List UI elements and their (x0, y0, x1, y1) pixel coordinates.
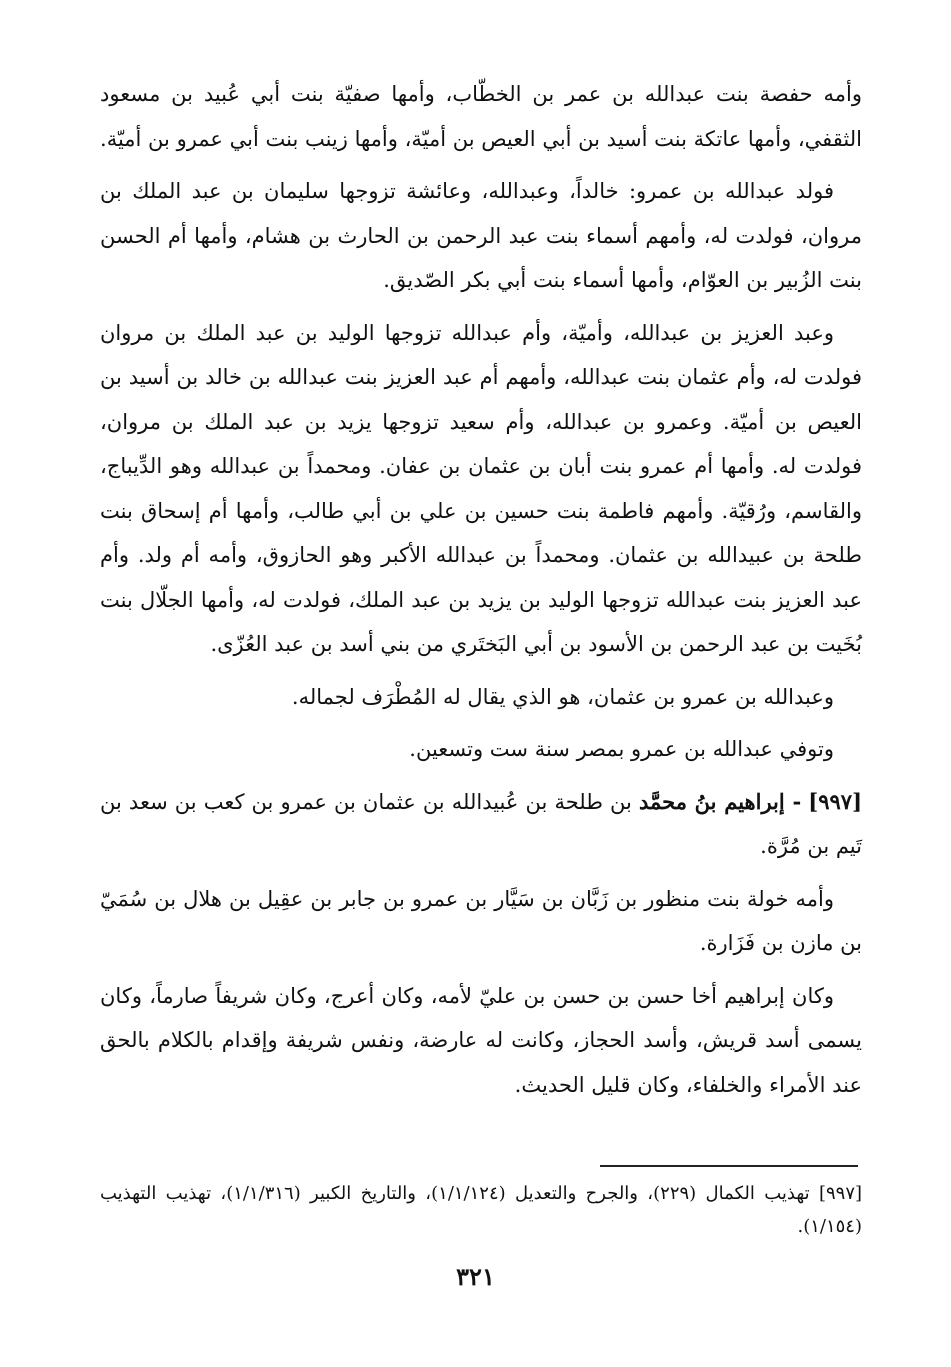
paragraph-death-note: وتوفي عبدالله بن عمرو بمصر سنة ست وتسعين. (409, 737, 834, 761)
footnote-divider (600, 1165, 858, 1167)
entry-997-heading (100, 780, 862, 869)
paragraph-al-mutraf: وعبدالله بن عمرو بن عثمان، هو الذي يقال له المُطْرَف لجماله. (291, 684, 834, 709)
paragraph-mother-lineage: وأمه حفصة بنت عبدالله بن عمر بن الخطّاب، وأمها صفيّة بنت أبي عُبيد بن مسعود الثقفي، وأمها عاتكة بنت أسيد بن أبي العيص بن أميّة، وأمها زينب بنت أبي عمرو بن أميّة. (100, 82, 862, 151)
footnote: [٩٩٧] تهذيب الكمال (٢٢٩)، والجرح والتعديل (١/١/١٢٤)، والتاريخ الكبير (١/١/٣١٦)، تهذيب التهذيب (١/١٥٤). (100, 1183, 863, 1237)
main-text (100, 72, 862, 1115)
entry-name: - إبراهيم بنُ محمَّد (638, 788, 802, 814)
paragraph-children-of-abdullah: فولد عبدالله بن عمرو: خالداً، وعبدالله، وعائشة تزوجها سليمان بن عبد الملك بن مروان، فولدت له، وأمهم أسماء بنت عبد الرحمن بن الحارث بن هشام، وأمها أم الحسن بنت الزُبير بن العوّام، وأمها أسماء بنت أبي بكر الصّديق. (100, 179, 862, 292)
entry-lineage: بن طلحة بن عُبيدالله بن عثمان بن عمرو بن كعب بن سعد بن تَيم بن مُرَّة. (100, 789, 862, 858)
page-number: ٣٢١ (456, 1262, 495, 1291)
entry-number: [٩٩٧] (808, 788, 862, 814)
paragraph-mother-khawla: وأمه خولة بنت منظور بن زَبَّان بن سَيَّار بن عمرو بن جابر بن عقِيل بن هلال بن سُمَيّ بن مازن بن فَزَارة. (100, 886, 862, 955)
paragraph-ibrahim-description: وكان إبراهيم أخا حسن بن حسن بن عليّ لأمه، وكان أعرج، وكان شريفاً صارماً، وكان يسمى أسد قريش، وأسد الحجاز، وكانت له عارضة، ونفس شريفة وإقدام بالكلام بالحق عند الأمراء والخلفاء، وكان قليل الحديث. (100, 983, 862, 1097)
paragraph-abdulaziz-lineage: وعبد العزيز بن عبدالله، وأميّة، وأم عبدالله تزوجها الوليد بن عبد الملك بن مروان فولدت له، وأم عثمان بنت عبدالله، وأمهم أم عبد العزيز بنت عبدالله بن خالد بن أسيد بن العيص بن أميّة. وعمرو بن عبدالله، وأم سعيد تزوجها يزيد بن عبد الملك بن مروان، فولدت له. وأمها أم عمرو بنت أبان بن عثمان بن عفان. ومحمداً بن عبدالله وهو الدِّيباج، والقاسم، ورُقيّة. وأمهم فاطمة بنت حسين بن علي بن أبي طالب، وأمها أم إسحاق بنت طلحة بن عبيدالله بن عثمان. ومحمداً بن عبدالله الأكبر وهو الحازوق، وأمه أم ولد. وأم عبد العزيز بنت عبدالله تزوجها الوليد بن يزيد بن عبد الملك، فولدت له، وأمها الجلّال بنت بُخَيت بن عبد الرحمن بن الأسود بن أبي البَختَري من بني أسد بن عبد العُزّى. (100, 320, 862, 656)
